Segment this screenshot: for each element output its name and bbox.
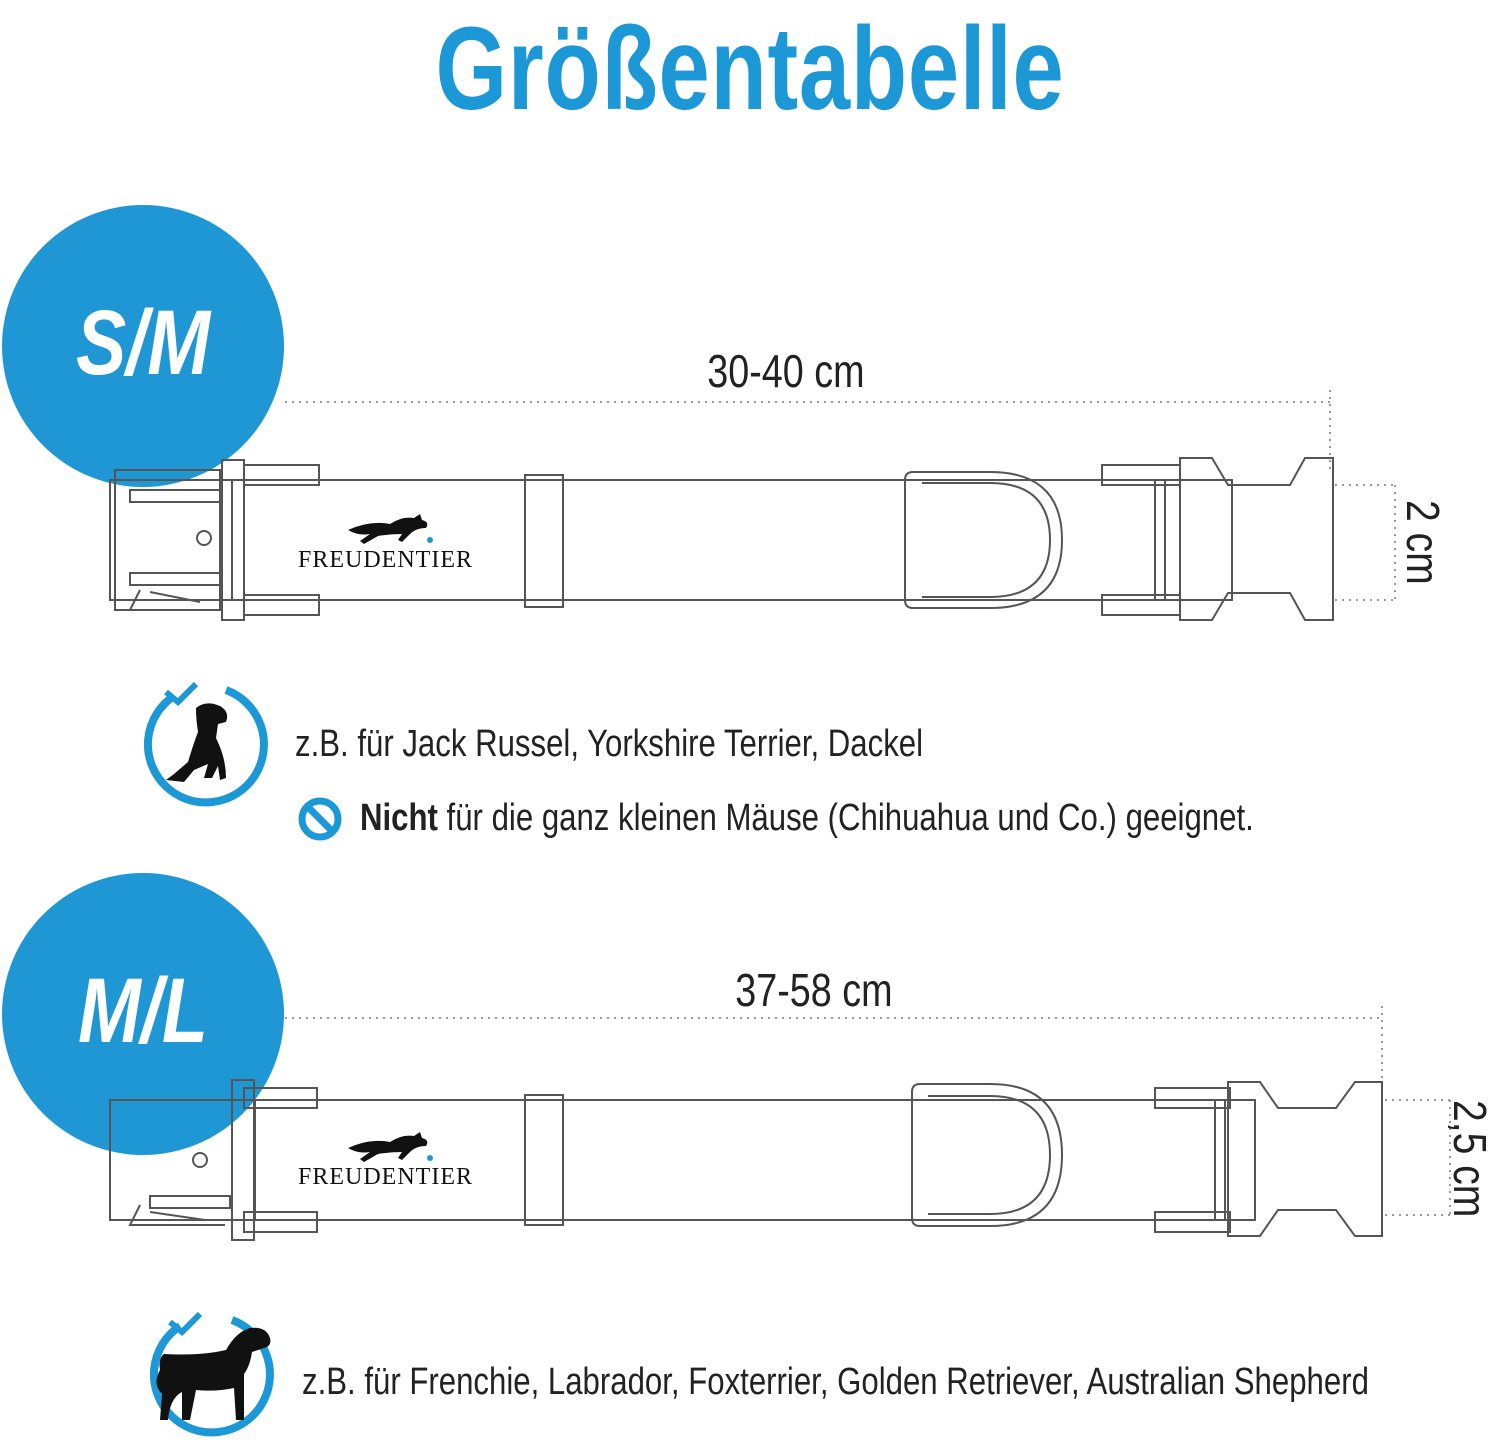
breeds-text-ml: z.B. für Frenchie, Labrador, Foxterrier, Golden Retriever, Australian Shepherd (302, 1361, 1369, 1403)
dog-logo-ml (340, 1126, 440, 1166)
dog-logo-sm (340, 508, 440, 548)
width-label-sm: 2 cm (1397, 500, 1449, 585)
note-bold: Nicht (360, 797, 438, 839)
size-badge-sm-label: S/M (75, 292, 211, 394)
length-label-ml: 37-58 cm (735, 964, 893, 1016)
prohibited-icon (297, 796, 343, 842)
page-title: Größentabelle (435, 3, 1065, 135)
width-label-ml: 2,5 cm (1444, 1100, 1496, 1218)
size-badge-ml-label: M/L (78, 960, 208, 1062)
note-text-sm (360, 797, 1254, 840)
collar-sm-drawing (0, 380, 1500, 640)
large-dog-check-icon (140, 1308, 280, 1448)
brand-logo-ml: FREUDENTIER (298, 1164, 473, 1190)
collar-ml-drawing (0, 1000, 1500, 1260)
note-rest: für die ganz kleinen Mäuse (Chihuahua und Co.) geeignet. (446, 797, 1254, 839)
breeds-text-sm: z.B. für Jack Russel, Yorkshire Terrier, Dackel (295, 723, 924, 765)
brand-logo-sm: FREUDENTIER (298, 547, 473, 573)
length-label-sm: 30-40 cm (707, 345, 865, 397)
small-dog-check-icon (134, 678, 274, 818)
